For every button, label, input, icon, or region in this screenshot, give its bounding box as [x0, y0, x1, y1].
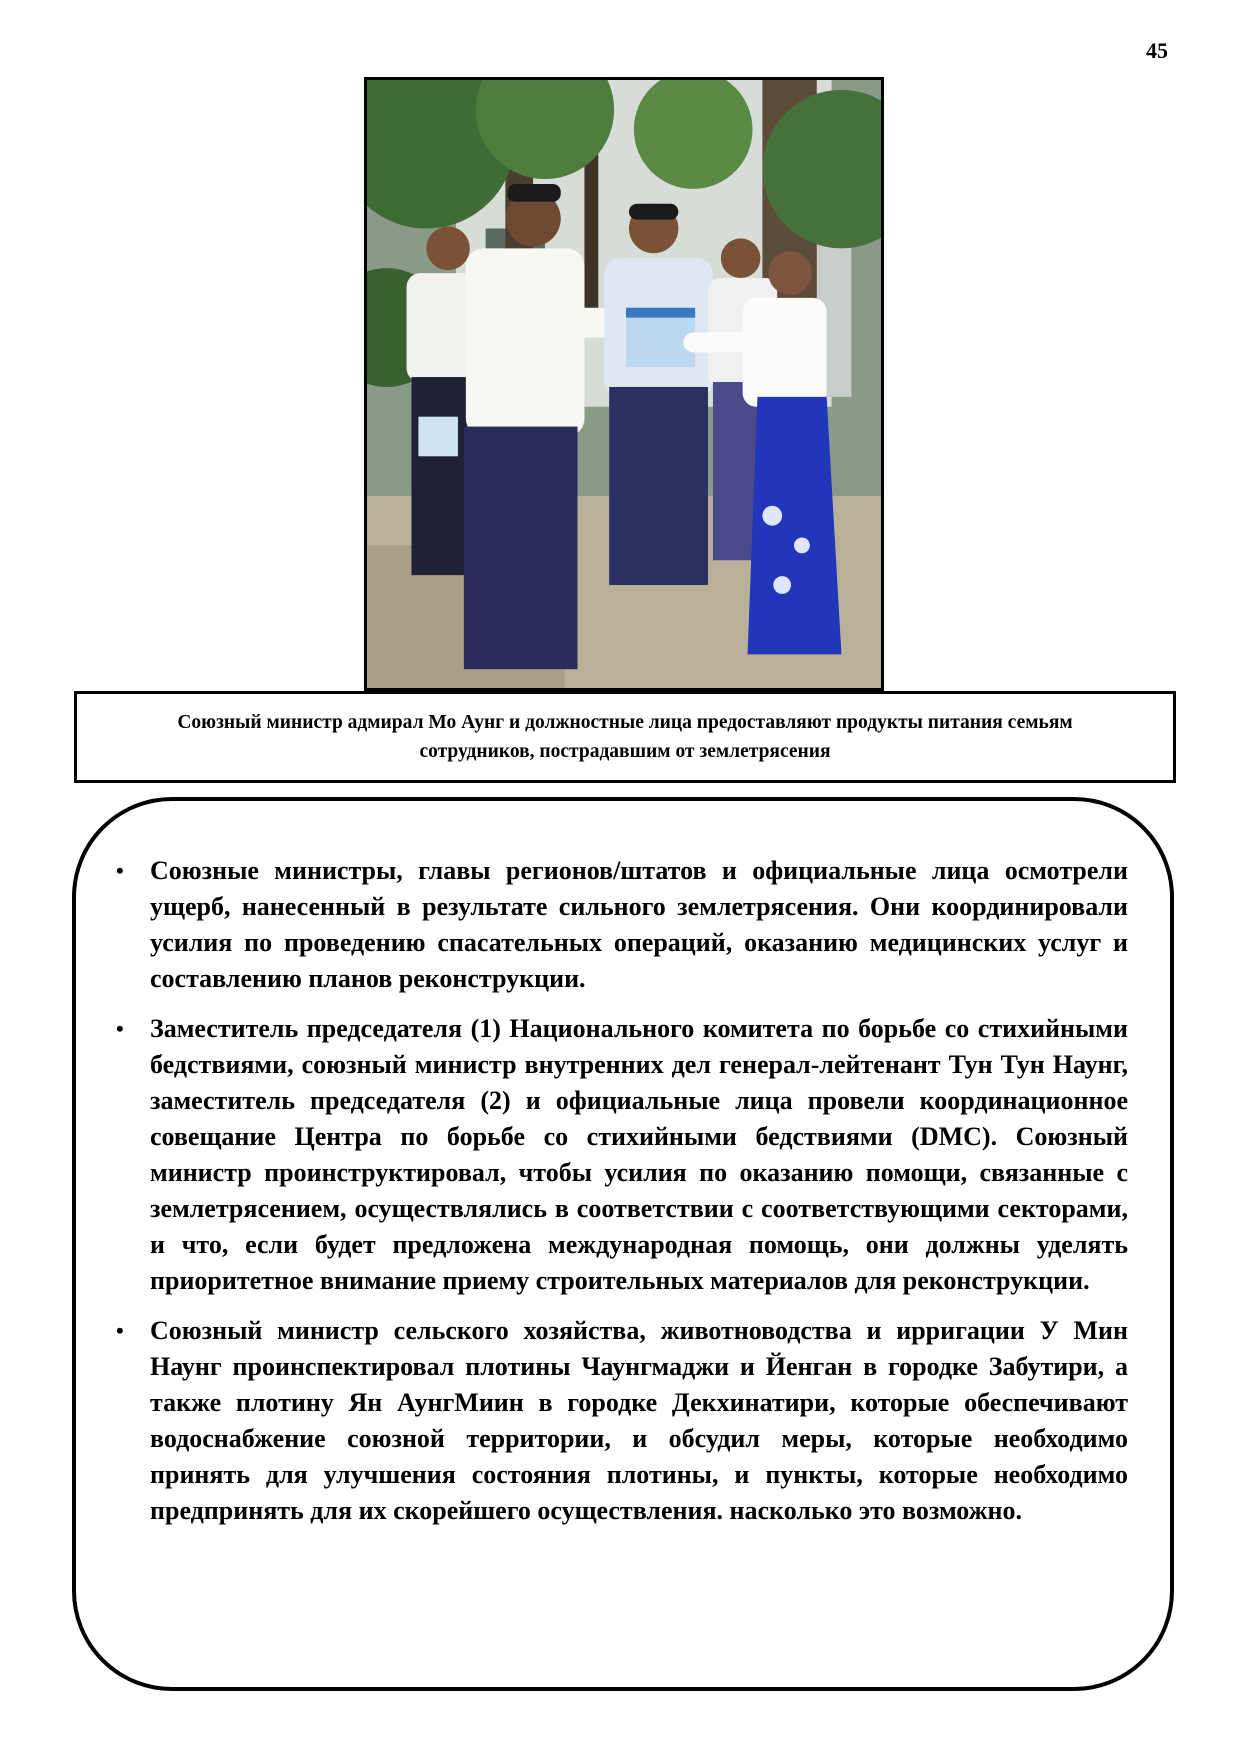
- photo-caption: [74, 691, 1176, 783]
- bullet-icon: •: [116, 1016, 124, 1041]
- bullet-text: Союзный министр сельского хозяйства, животноводства и ирригации У Мин Наунг проинспектировал плотины Чаунгмаджи и Йенган в городке Забутири, а также плотину Ян АунгМиин в городке Декхинатири, которые обеспечивают водоснабжение союзной территории, и обсудил меры, которые необходимо принять для улучшения состояния плотины, и пункты, которые необходимо предпринять для их скорейшего осуществления. насколько это возможно.: [150, 1316, 1128, 1525]
- list-item: [116, 1313, 1128, 1529]
- caption-line-2: сотрудников, пострадавшим от землетрясения: [419, 741, 831, 762]
- list-item: [116, 1011, 1128, 1299]
- list-item: [116, 853, 1128, 997]
- bullet-text: Союзные министры, главы регионов/штатов и официальные лица осмотрели ущерб, нанесенный в результате сильного землетрясения. Они координировали усилия по проведению спасательных операций, оказанию медицинских услуг и составлению планов реконструкции.: [150, 856, 1128, 993]
- bullet-list: [116, 853, 1128, 1543]
- page-number: 45: [1146, 38, 1168, 63]
- caption-line-1: Союзный министр адмирал Мо Аунг и должностные лица предоставляют продукты питания семьям: [177, 712, 1073, 733]
- photo-illustration: [367, 80, 881, 688]
- bullet-icon: •: [116, 1318, 124, 1343]
- bullet-text: Заместитель председателя (1) Национального комитета по борьбе со стихийными бедствиями, союзный министр внутренних дел генерал-лейтенант Тун Тун Наунг, заместитель председателя (2) и официальные лица провели координационное совещание Центра по борьбе со стихийными бедствиями (DMC). Союзный министр проинструктировал, чтобы усилия по оказанию помощи, связанные с землетрясением, осуществлялись в соответствии с соответствующими секторами, и что, если будет предложена международная помощь, они должны уделять приоритетное внимание приему строительных материалов для реконструкции.: [150, 1014, 1128, 1295]
- bullet-icon: •: [116, 858, 124, 883]
- photo: [364, 77, 884, 691]
